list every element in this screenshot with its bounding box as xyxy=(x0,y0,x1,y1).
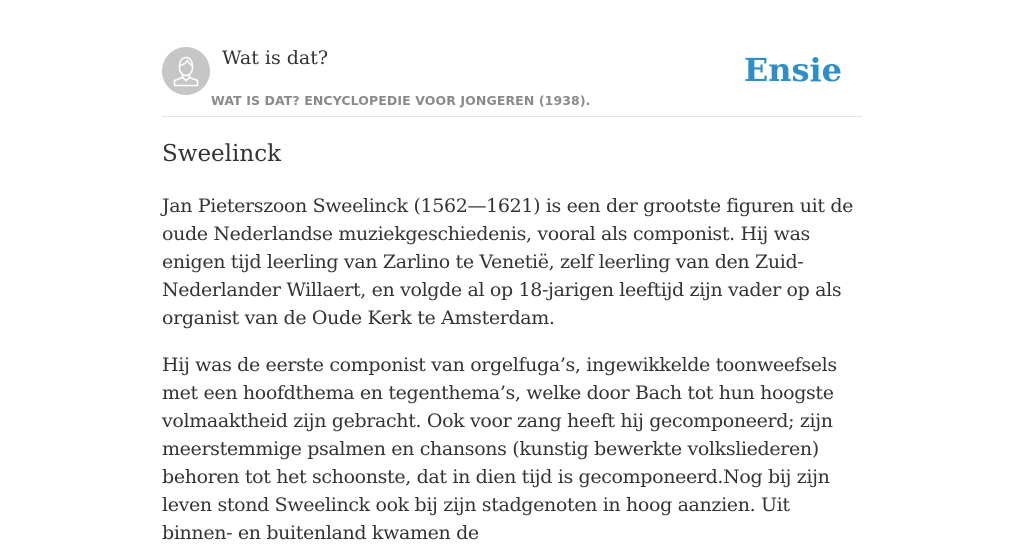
avatar[interactable] xyxy=(162,47,210,95)
article-paragraph: Jan Pieterszoon Sweelinck (1562—1621) is een der grootste figuren uit de oude Nederlandse muziekgeschiedenis, vooral als componist. Hij was enigen tijd leerling van Zarlino te Venetië, zelf leerling van den Zuid-Nederlander Willaert, en volgde al op 18-jarigen leeftijd zijn vader op als organist van de Oude Kerk te Amsterdam. xyxy=(162,195,854,329)
article-paragraph: Hij was de eerste componist van orgelfuga’s, ingewikkelde toonweefsels met een hoofdthema en tegenthema’s, welke door Bach tot hun hoogste volmaaktheid zijn gebracht. Ook voor zang heeft hij gecomponeerd; zijn meerstemmige psalmen en chansons (kunstig bewerkte volksliederen) behoren tot het schoonste, dat in dien tijd is gecomponeerd.Nog bij zijn leven stond Sweelinck ook bij zijn stadgenoten in hoog aanzien. Uit binnen- en buitenland kwamen de xyxy=(162,354,837,544)
ensie-logo[interactable]: Ensie xyxy=(743,51,842,89)
source-subtitle: WAT IS DAT? ENCYCLOPEDIE VOOR JONGEREN (1938). xyxy=(211,93,591,108)
source-title-link[interactable]: Wat is dat? xyxy=(222,47,329,69)
article xyxy=(162,138,862,547)
user-placeholder-icon xyxy=(162,47,210,95)
source-header xyxy=(162,46,862,117)
article-title: Sweelinck xyxy=(162,141,282,167)
